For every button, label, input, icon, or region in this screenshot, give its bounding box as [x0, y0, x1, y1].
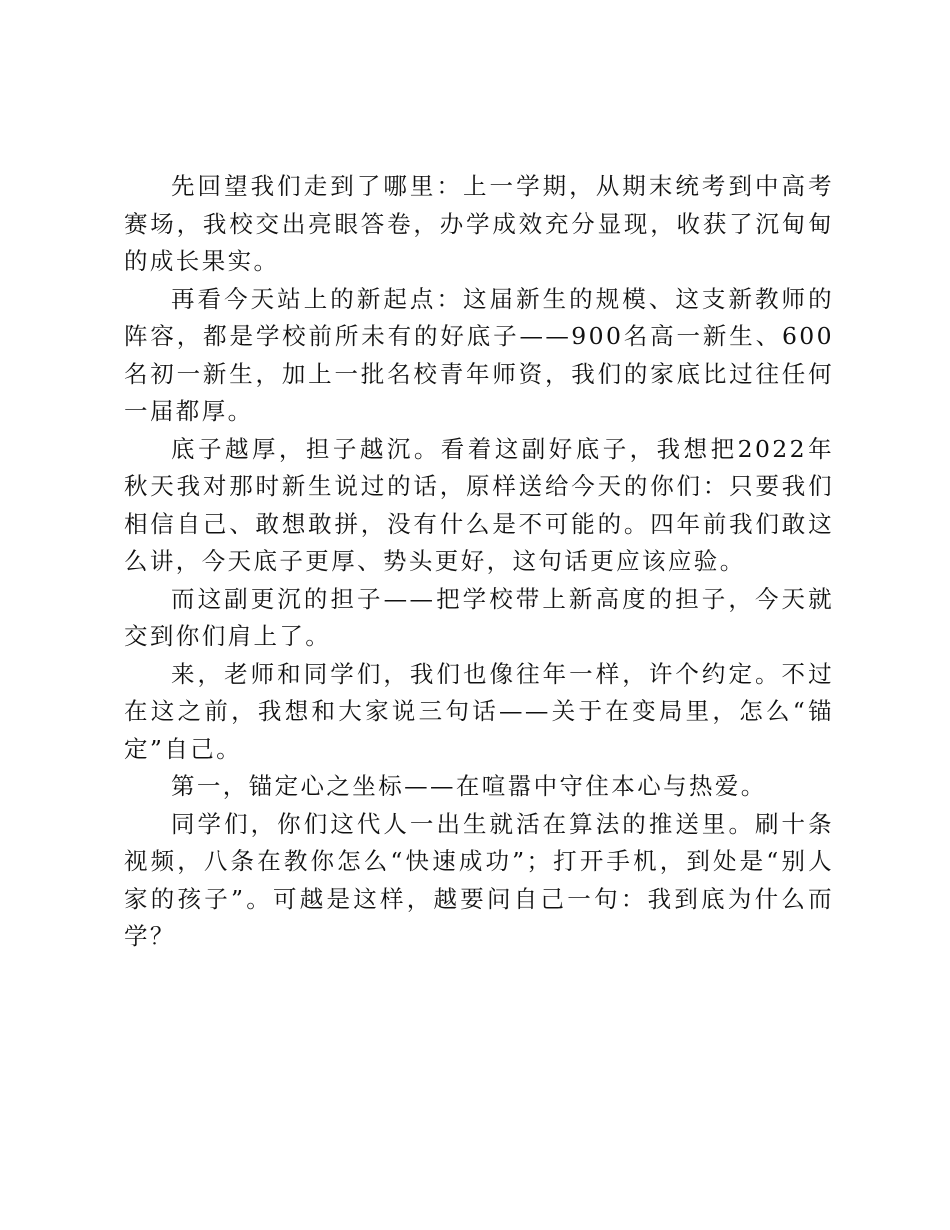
paragraph-5: 来，老师和同学们，我们也像往年一样，许个约定。不过在这之前，我想和大家说三句话——关于在变局里，怎么“锚定”自己。 — [124, 659, 834, 763]
paragraph-6: 第一，锚定心之坐标——在喧嚣中守住本心与热爱。 — [171, 772, 767, 800]
paragraph-4: 而这副更沉的担子——把学校带上新高度的担子，今天就交到你们肩上了。 — [124, 584, 834, 650]
paragraph-3: 底子越厚，担子越沉。看着这副好底子，我想把2022年秋天我对那时新生说过的话，原样送给今天的你们：只要我们相信自己、敢想敢拼，没有什么是不可能的。四年前我们敢这么讲，今天底子更厚、势头更好，这句话更应该应验。 — [124, 434, 834, 575]
paragraph-7: 同学们，你们这代人一出生就活在算法的推送里。刷十条视频，八条在教你怎么“快速成功”；打开手机，到处是“别人家的孩子”。可越是这样，越要问自己一句：我到底为什么而学？ — [124, 809, 834, 950]
paragraph-1: 先回望我们走到了哪里：上一学期，从期末统考到中高考赛场，我校交出亮眼答卷，办学成效充分显现，收获了沉甸甸的成长果实。 — [124, 172, 834, 275]
paragraph-2: 再看今天站上的新起点：这届新生的规模、这支新教师的阵容，都是学校前所未有的好底子——900名高一新生、600名初一新生，加上一批名校青年师资，我们的家底比过往任何一届都厚。 — [124, 284, 834, 425]
document-body — [124, 168, 834, 956]
